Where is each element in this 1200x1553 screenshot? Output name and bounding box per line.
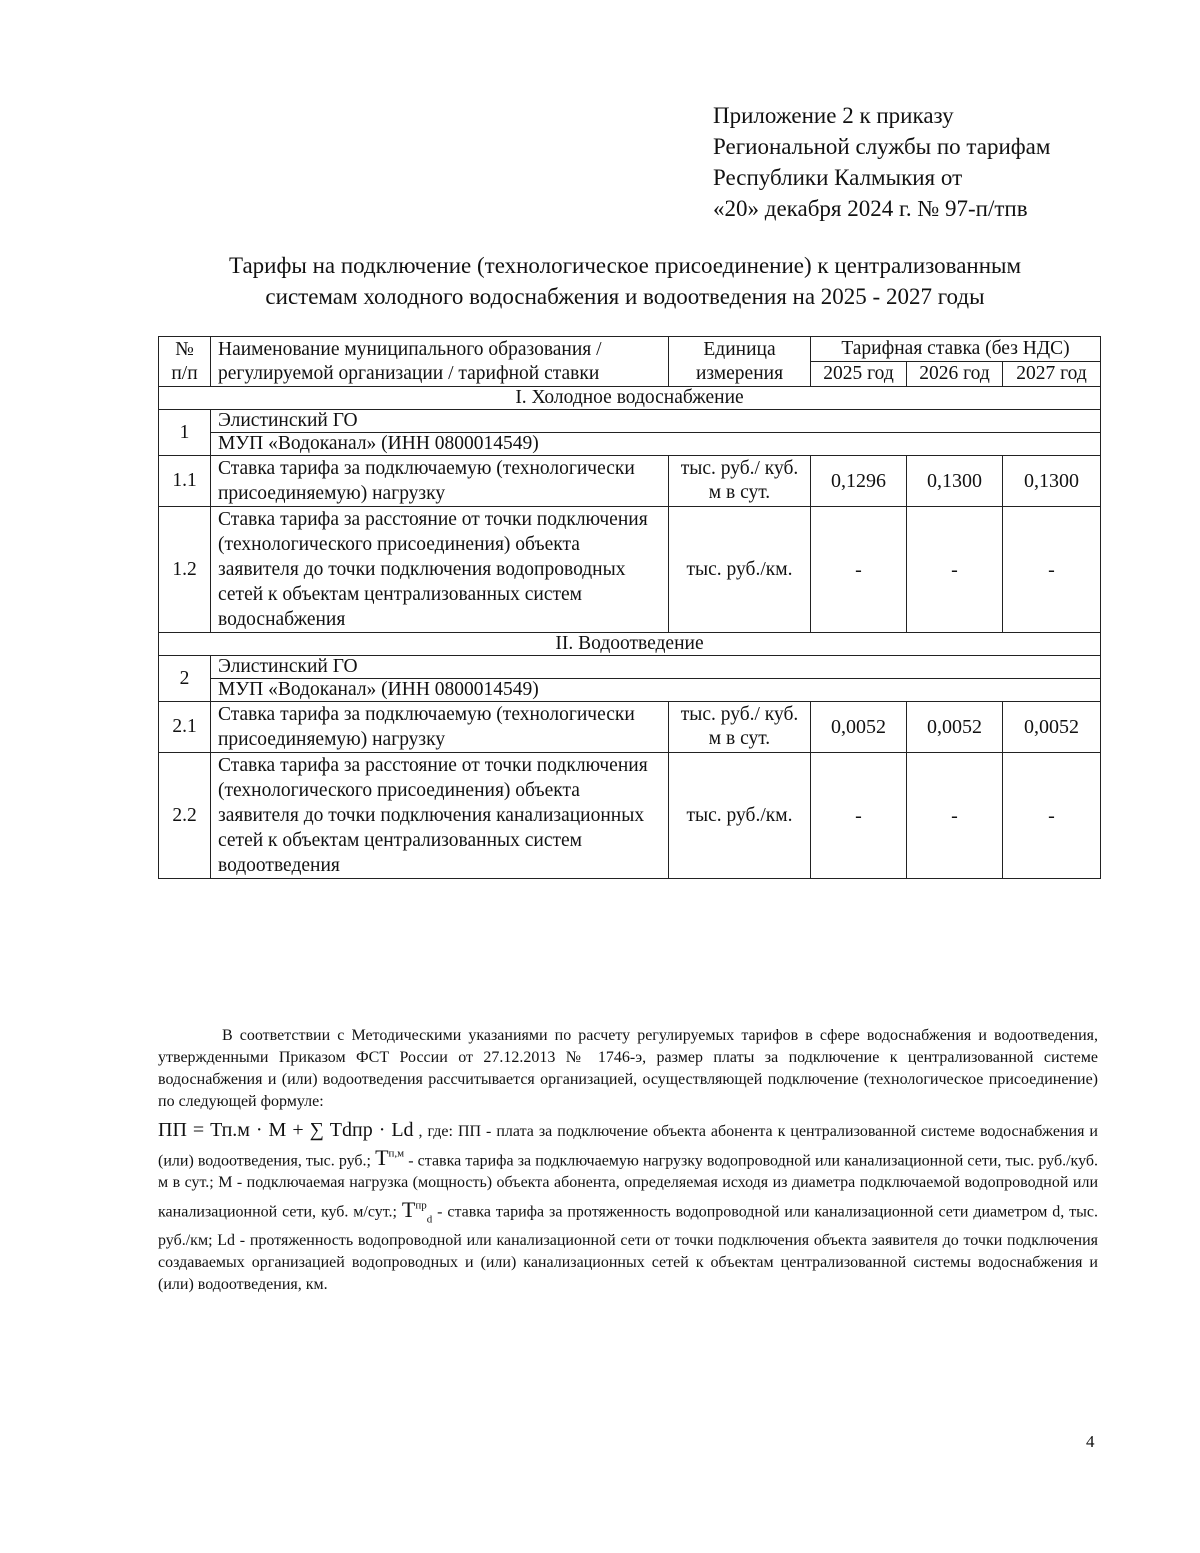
title-line-1: Тарифы на подключение (технологическое присоединение) к централизованным bbox=[228, 253, 1022, 278]
municipality-name: Элистинский ГО bbox=[211, 410, 1101, 433]
row-num: 2.1 bbox=[159, 702, 211, 753]
value-2025: - bbox=[811, 507, 907, 633]
value-2025: 0,1296 bbox=[811, 456, 907, 507]
section-cold-water bbox=[159, 387, 1101, 410]
section-title: I. Холодное водоснабжение bbox=[159, 387, 1101, 410]
row-num: 2.2 bbox=[159, 753, 211, 879]
title-line-2: системам холодного водоснабжения и водоотведения на 2025 - 2027 годы bbox=[265, 284, 985, 309]
header-name: Наименование муниципального образования / регулируемой организации / тарифной ставки bbox=[211, 337, 669, 387]
value-2027: 0,1300 bbox=[1003, 456, 1101, 507]
value-2026: - bbox=[907, 507, 1003, 633]
rate-name: Ставка тарифа за расстояние от точки подключения (технологического присоединения) объекта заявителя до точки подключения канализационных сетей к объектам централизованных систем водоотведения bbox=[211, 753, 669, 879]
rate-name: Ставка тарифа за расстояние от точки подключения (технологического присоединения) объекта заявителя до точки подключения водопроводных сетей к объектам централизованных систем водоснабжения bbox=[211, 507, 669, 633]
table-row bbox=[159, 679, 1101, 702]
tariff-symbol-tdpr: $T^{пр}_d$ bbox=[401, 1196, 433, 1226]
note-intro: В соответствии с Методическими указаниями по расчету регулируемых тарифов в сфере водоснабжения и водоотведения, утвержденными Приказом ФСТ России от 27.12.2013 № 1746-э, размер платы за подключение к централизованной системе водоснабжения и (или) водоотведения рассчитывается организацией, осуществляющей подключение (технологическое присоединение) по следующей формуле: bbox=[158, 1027, 1098, 1110]
approval-block bbox=[713, 100, 1183, 224]
table-row bbox=[159, 433, 1101, 456]
table-row bbox=[159, 656, 1101, 679]
note-part-3: - ставка тарифа за протяженность водопроводной или канализационной сети диаметром d, тыс. руб./км; Ld - протяженность водопроводной или канализационной сети от точки подключения объекта заявителя до точки подключения создаваемых организацией водопроводных и (или) канализационных сетей к объектам централизованной системы водоснабжения и (или) водоотведения, км. bbox=[158, 1203, 1099, 1294]
rate-name: Ставка тарифа за подключаемую (технологически присоединяемую) нагрузку bbox=[211, 702, 669, 753]
rate-unit: тыс. руб./км. bbox=[669, 507, 811, 633]
section-title: II. Водоотведение bbox=[159, 633, 1101, 656]
header-year-2026: 2026 год bbox=[907, 362, 1003, 387]
organization-name: МУП «Водоканал» (ИНН 0800014549) bbox=[211, 433, 1101, 456]
municipality-name: Элистинский ГО bbox=[211, 656, 1101, 679]
value-2026: 0,0052 bbox=[907, 702, 1003, 753]
approval-line-2: Региональной службы по тарифам bbox=[713, 134, 1051, 159]
row-num: 1 bbox=[159, 410, 211, 456]
row-num: 2 bbox=[159, 656, 211, 702]
document-title bbox=[140, 250, 1110, 312]
value-2027: 0,0052 bbox=[1003, 702, 1101, 753]
table-row bbox=[159, 456, 1101, 507]
header-unit: Единица измерения bbox=[669, 337, 811, 387]
header-year-2025: 2025 год bbox=[811, 362, 907, 387]
organization-name: МУП «Водоканал» (ИНН 0800014549) bbox=[211, 679, 1101, 702]
table-row bbox=[159, 702, 1101, 753]
header-rate: Тарифная ставка (без НДС) bbox=[811, 337, 1101, 362]
header-num: № п/п bbox=[159, 337, 211, 387]
rate-unit: тыс. руб./ куб. м в сут. bbox=[669, 456, 811, 507]
rate-name: Ставка тарифа за подключаемую (технологически присоединяемую) нагрузку bbox=[211, 456, 669, 507]
approval-line-4: «20» декабря 2024 г. № 97-п/тпв bbox=[713, 196, 1028, 221]
header-year-2027: 2027 год bbox=[1003, 362, 1101, 387]
table-header-row bbox=[159, 337, 1101, 362]
value-2026: 0,1300 bbox=[907, 456, 1003, 507]
value-2027: - bbox=[1003, 753, 1101, 879]
value-2026: - bbox=[907, 753, 1003, 879]
note-formula-paragraph bbox=[158, 1119, 1098, 1296]
note-part-1: , где: ПП - плата за подключение объекта абонента к централизованной системе водоснабжения и (или) водоотведения, тыс. руб.; bbox=[158, 1123, 1098, 1170]
value-2027: - bbox=[1003, 507, 1101, 633]
rate-unit: тыс. руб./км. bbox=[669, 753, 811, 879]
rate-unit: тыс. руб./ куб. м в сут. bbox=[669, 702, 811, 753]
methodology-note bbox=[158, 1025, 1098, 1296]
approval-line-1: Приложение 2 к приказу bbox=[713, 103, 954, 128]
table-row bbox=[159, 753, 1101, 879]
value-2025: 0,0052 bbox=[811, 702, 907, 753]
page-number: 4 bbox=[1086, 1432, 1095, 1451]
payment-formula: ПП = Тп.м · М + ∑ Тdпр · Ld bbox=[158, 1119, 414, 1141]
row-num: 1.2 bbox=[159, 507, 211, 633]
row-num: 1.1 bbox=[159, 456, 211, 507]
tariff-symbol-tpm: $T^{п,м}$ bbox=[375, 1145, 405, 1171]
approval-line-3: Республики Калмыкия от bbox=[713, 165, 963, 190]
note-part-2: - ставка тарифа за подключаемую нагрузку водопроводной или канализационной сети, тыс. руб./куб. м в сут.; М - подключаемая нагрузка (мощность) объекта абонента, определяемая исходя из диаметра подключаемой водопроводной или канализационной сети, куб. м/сут.; bbox=[158, 1152, 1099, 1221]
value-2025: - bbox=[811, 753, 907, 879]
table-row bbox=[159, 410, 1101, 433]
tariffs-table bbox=[158, 336, 1101, 879]
table-row bbox=[159, 507, 1101, 633]
section-wastewater bbox=[159, 633, 1101, 656]
